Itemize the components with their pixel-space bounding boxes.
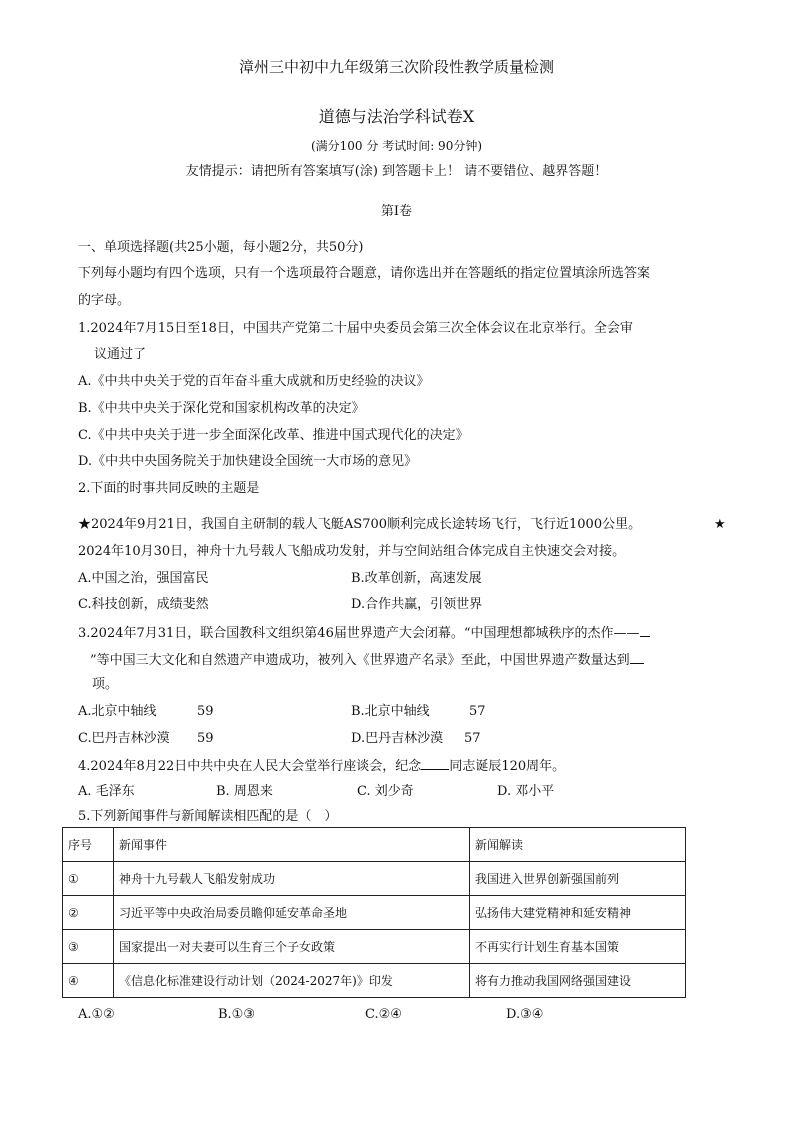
exam-info: (满分100 分 考试时间: 90分钟) — [310, 139, 483, 153]
q3-option-d-num: 57 — [464, 731, 481, 746]
q3-stem-cont — [90, 650, 644, 670]
row-event: 国家提出一对夫妻可以生育三个子女政策 — [114, 930, 470, 964]
row-event: 《信息化标准建设行动计划（2024-2027年)》印发 — [114, 964, 470, 998]
q2-option-a: A.中国之治，强国富民 — [78, 571, 209, 586]
exam-school-title: 漳州三中初中九年级第三次阶段性教学质量检测 — [238, 58, 554, 76]
q3-stem-text: 3.2024年7月31日，联合国教科文组织第46届世界遗产大会闭幕。“中国理想都城秩序的杰作—— — [78, 626, 640, 641]
q4-blank — [421, 756, 449, 770]
q1-option-d: D.《中共中央国务院关于加快建设全国统一大市场的意见》 — [78, 454, 418, 469]
q3-option-c-num: 59 — [197, 731, 214, 746]
table-row — [63, 862, 686, 896]
row-event: 神舟十九号载人飞船发射成功 — [114, 862, 470, 896]
q2-event-2: 2024年10月30日，神舟十九号载人飞船成功发射，并与空间站组合体完成自主快速交会对接。 — [78, 544, 626, 559]
q3-blank-1 — [640, 623, 650, 637]
q3-stem — [78, 623, 650, 643]
row-interpretation: 弘扬伟大建党精神和延安精神 — [470, 896, 686, 930]
table-header-row — [63, 828, 686, 862]
header-cell-event: 新闻事件 — [114, 828, 470, 862]
row-index: ② — [63, 896, 114, 930]
section-instructions-cont: 的字母。 — [78, 293, 131, 308]
q4-option-d: D. 邓小平 — [497, 784, 555, 799]
q1-option-c: C.《中共中央关于进一步全面深化改革、推进中国式现代化的决定》 — [78, 428, 469, 443]
q2-stem: 2.下面的时事共同反映的主题是 — [78, 481, 260, 496]
row-interpretation: 不再实行计划生育基本国策 — [470, 930, 686, 964]
q1-option-b: B.《中共中央关于深化党和国家机构改革的决定》 — [78, 401, 365, 416]
header-cell-interpretation: 新闻解读 — [470, 828, 686, 862]
q1-option-a: A.《中共中央关于党的百年奋斗重大成就和历史经验的决议》 — [78, 374, 430, 389]
q5-option-d: D.③④ — [506, 1007, 544, 1022]
q3-option-b-num: 57 — [469, 704, 486, 719]
q4-option-b: B. 周恩来 — [216, 784, 273, 799]
q2-option-c: C.科技创新，成绩斐然 — [78, 597, 209, 612]
row-event: 习近平等中央政治局委员瞻仰延安革命圣地 — [114, 896, 470, 930]
q5-option-b: B.①③ — [218, 1007, 255, 1022]
star-icon: ★ — [714, 517, 726, 532]
table-row — [63, 930, 686, 964]
row-interpretation: 将有力推动我国网络强国建设 — [470, 964, 686, 998]
row-index: ① — [63, 862, 114, 896]
q4-stem — [78, 756, 565, 776]
friendly-tip: 友情提示：请把所有答案填写(涂) 到答题卡上！ 请不要错位、越界答题！ — [185, 164, 608, 179]
table-row — [63, 964, 686, 998]
q4-option-c: C. 刘少奇 — [357, 784, 414, 799]
q5-option-c: C.②④ — [365, 1007, 402, 1022]
q2-option-b: B.改革创新，高速发展 — [351, 571, 482, 586]
news-table — [62, 827, 686, 998]
q3-option-a-num: 59 — [197, 704, 214, 719]
q3-blank-2 — [630, 650, 644, 664]
q1-stem-cont: 议通过了 — [94, 347, 147, 362]
q3-option-b-place: B.北京中轴线 — [351, 704, 430, 719]
exam-subject-title: 道德与法治学科试卷Ⅹ — [318, 107, 475, 126]
row-index: ③ — [63, 930, 114, 964]
q1-stem: 1.2024年7月15日至18日，中国共产党第二十届中央委员会第三次全体会议在北京举行。全会审 — [78, 321, 633, 336]
section-instructions: 下列每小题均有四个选项，只有一个选项最符合题意，请你选出并在答题纸的指定位置填涂所选答案 — [78, 266, 651, 281]
q3-option-a — [78, 703, 157, 721]
q2-event-1: ★2024年9月21日，我国自主研制的载人飞艇AS700顺利完成长途转场飞行，飞行近1000公里。 — [78, 517, 642, 532]
section-title: 一、单项选择题(共25小题，每小题2分，共50分) — [78, 240, 364, 255]
q3-option-d-place: D.巴丹吉林沙漠 — [351, 731, 444, 746]
header-cell-index: 序号 — [63, 828, 114, 862]
row-index: ④ — [63, 964, 114, 998]
q4-stem-text-2: 同志诞辰120周年。 — [449, 759, 566, 774]
volume-label: 第Ⅰ卷 — [380, 204, 413, 219]
q2-option-d: D.合作共赢，引领世界 — [351, 597, 483, 612]
table-row — [63, 896, 686, 930]
q5-option-a: A.①② — [78, 1007, 115, 1022]
row-interpretation: 我国进入世界创新强国前列 — [470, 862, 686, 896]
q4-stem-text: 4.2024年8月22日中共中央在人民大会堂举行座谈会，纪念 — [78, 759, 422, 774]
q5-stem: 5.下列新闻事件与新闻解读相匹配的是（ ） — [78, 809, 338, 824]
q4-option-a: A. 毛泽东 — [78, 784, 135, 799]
q3-stem-end: 项。 — [92, 677, 119, 692]
q3-option-c-place: C.巴丹吉林沙漠 — [78, 731, 170, 746]
q3-stem-text-2: ”等中国三大文化和自然遗产申遗成功，被列入《世界遗产名录》至此，中国世界遗产数量达到 — [90, 653, 630, 668]
q3-option-a-place: A.北京中轴线 — [78, 704, 157, 719]
